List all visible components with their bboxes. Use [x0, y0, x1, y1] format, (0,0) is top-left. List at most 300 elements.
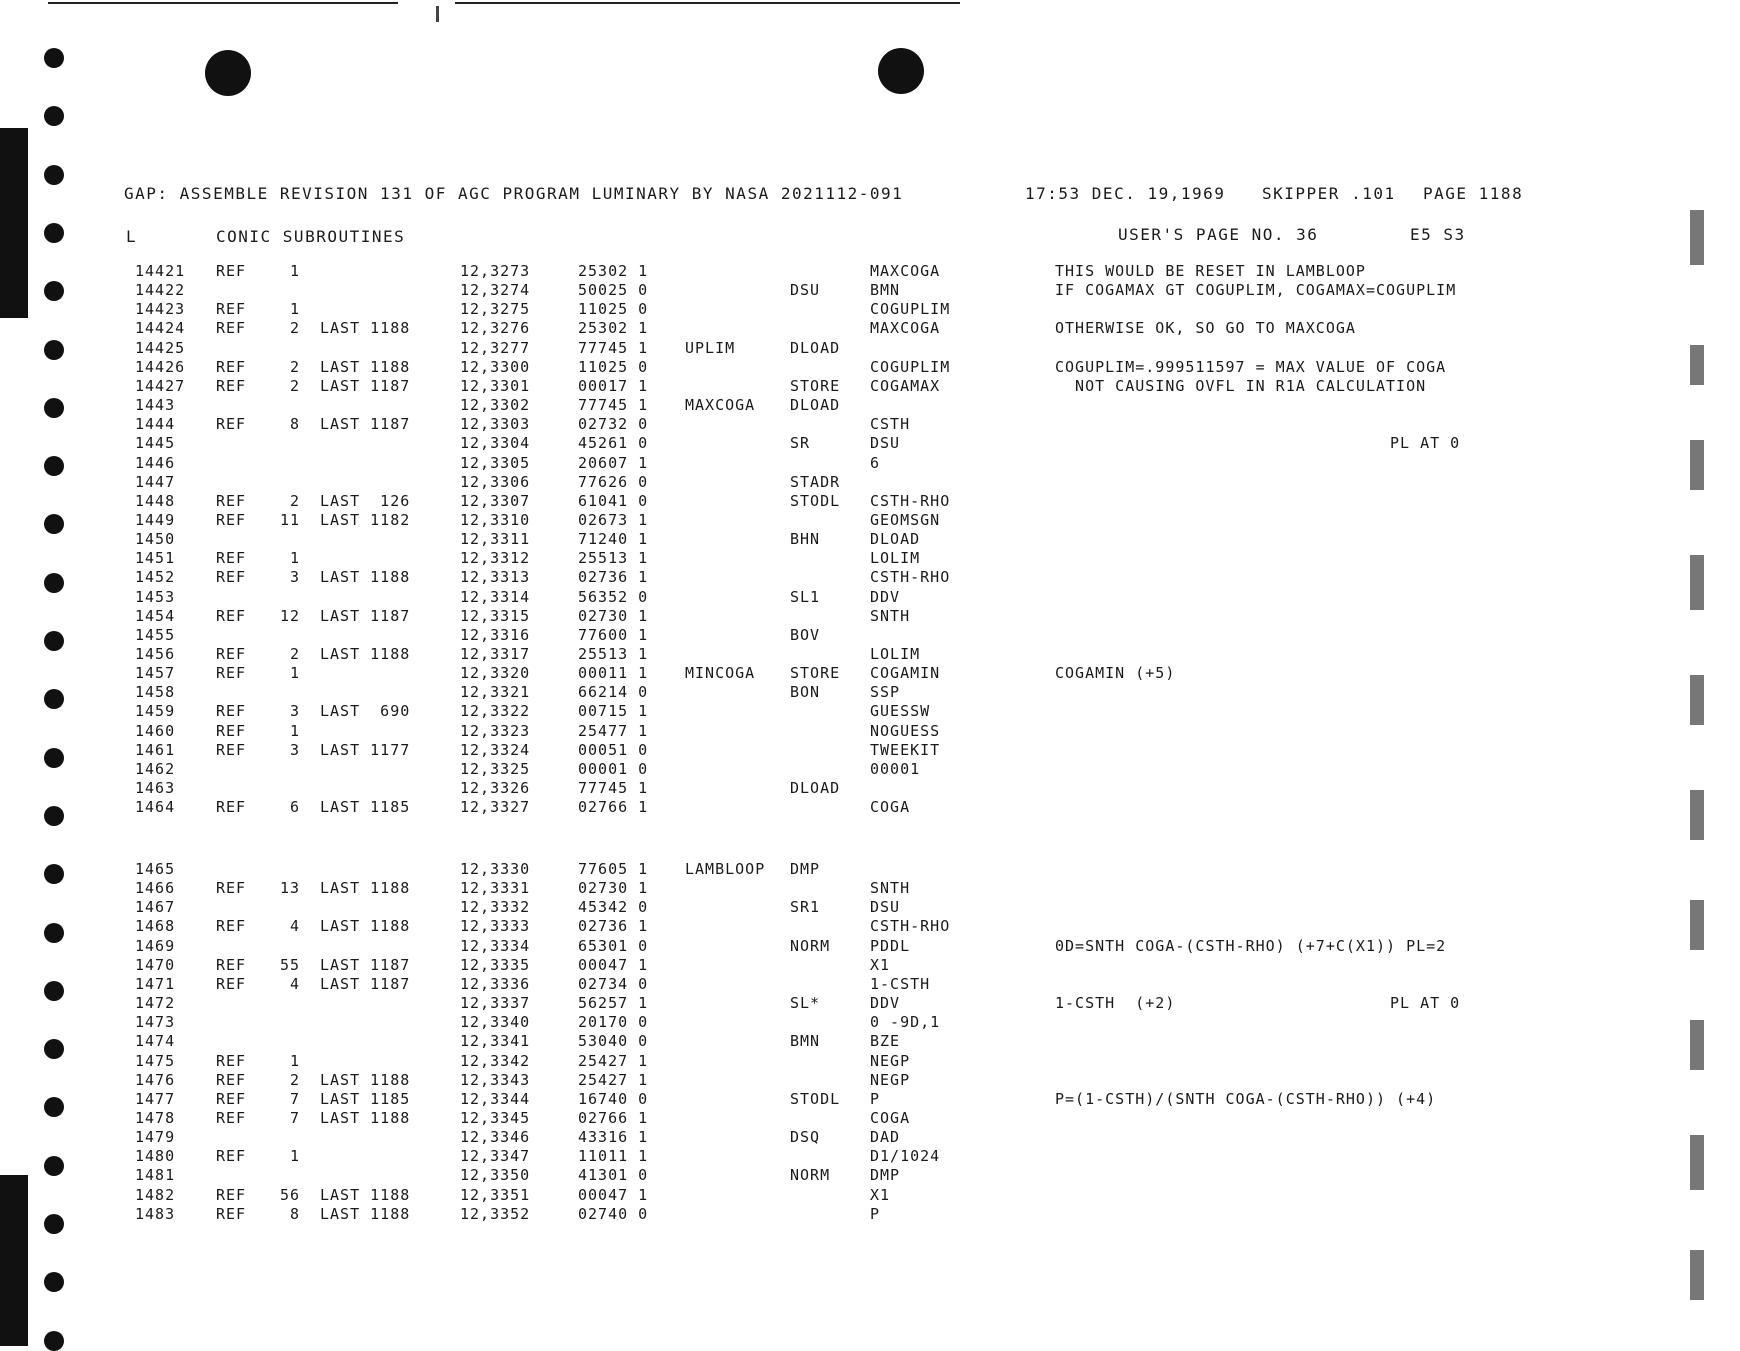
ref-count: 8: [289, 415, 300, 434]
sprocket-hole: [44, 48, 64, 68]
label: LAMBLOOP: [685, 860, 766, 878]
ref-count: 1: [289, 721, 300, 740]
octal-word: 25427 1: [578, 1070, 649, 1089]
ref-tag: REF: [216, 721, 247, 740]
address: 12,3306: [460, 472, 531, 491]
last-ref: LAST 1188: [320, 917, 411, 936]
line-number: 1469: [135, 936, 176, 955]
line-number: 1479: [135, 1128, 176, 1147]
opcode: DLOAD: [790, 396, 841, 415]
line-number: 14427: [135, 376, 186, 395]
sprocket-hole: [44, 1039, 64, 1059]
ref-tag: REF: [216, 415, 247, 434]
address: 12,3344: [460, 1089, 531, 1108]
octal-word: 25513 1: [578, 645, 649, 663]
ref-count: 1: [289, 300, 300, 319]
last-ref: LAST 1188: [320, 1070, 411, 1089]
sprocket-hole: [44, 398, 64, 418]
operand: 6: [870, 453, 881, 472]
ref-count: 1: [289, 1147, 300, 1166]
octal-word: 00051 0: [578, 740, 649, 759]
section-code: E5 S3: [1410, 225, 1466, 244]
opcode: SR: [790, 434, 811, 453]
comment: THIS WOULD BE RESET IN LAMBLOOP: [1055, 262, 1366, 280]
ref-tag: REF: [216, 549, 247, 568]
operand: SNTH: [870, 879, 911, 898]
line-number: 1477: [135, 1089, 176, 1108]
line-number: 1464: [135, 798, 176, 817]
opcode: SL*: [790, 994, 821, 1013]
operand: NOGUESS: [870, 721, 941, 740]
ref-tag: REF: [216, 917, 247, 936]
ref-tag: REF: [216, 1089, 247, 1108]
ref-tag: REF: [216, 664, 247, 683]
opcode: DSQ: [790, 1128, 821, 1147]
line-number: 1473: [135, 1013, 176, 1032]
operand: BMN: [870, 281, 901, 300]
address: 12,3311: [460, 530, 531, 549]
operand: COGUPLIM: [870, 357, 951, 376]
address: 12,3301: [460, 376, 531, 395]
address: 12,3324: [460, 740, 531, 759]
line-number: 1443: [135, 396, 176, 415]
opcode: STADR: [790, 472, 841, 491]
ref-tag: REF: [216, 645, 247, 663]
comment: NOT CAUSING OVFL IN R1A CALCULATION: [1055, 376, 1427, 395]
octal-word: 45342 0: [578, 898, 649, 917]
operand: CSTH: [870, 415, 911, 434]
section-letter: L: [126, 227, 138, 246]
sprocket-hole: [44, 1214, 64, 1234]
octal-word: 16740 0: [578, 1089, 649, 1108]
address: 12,3322: [460, 702, 531, 721]
ref-tag: REF: [216, 357, 247, 376]
ref-tag: REF: [216, 568, 247, 587]
ref-tag: REF: [216, 702, 247, 721]
sprocket-hole: [44, 1097, 64, 1117]
ref-count: 1: [289, 262, 300, 280]
top-tick: [436, 6, 439, 22]
line-number: 1478: [135, 1108, 176, 1127]
line-number: 1472: [135, 994, 176, 1013]
line-number: 1462: [135, 759, 176, 778]
margin-mark: [1690, 675, 1704, 725]
ref-tag: REF: [216, 1070, 247, 1089]
ref-count: 2: [289, 491, 300, 510]
ref-tag: REF: [216, 1051, 247, 1070]
address: 12,3335: [460, 955, 531, 974]
operand: SSP: [870, 683, 901, 702]
opcode: STODL: [790, 1089, 841, 1108]
last-ref: LAST 1187: [320, 955, 411, 974]
operand: GUESSW: [870, 702, 931, 721]
octal-word: 56352 0: [578, 587, 649, 606]
ref-count: 8: [289, 1204, 300, 1223]
octal-word: 25302 1: [578, 319, 649, 338]
punch-hole-left: [205, 50, 251, 96]
operand: DDV: [870, 587, 901, 606]
margin-mark: [1690, 210, 1704, 265]
operand: NEGP: [870, 1051, 911, 1070]
line-number: 1453: [135, 587, 176, 606]
last-ref: LAST 1188: [320, 1108, 411, 1127]
line-number: 1481: [135, 1166, 176, 1185]
line-number: 1465: [135, 860, 176, 878]
octal-word: 43316 1: [578, 1128, 649, 1147]
sprocket-hole: [44, 340, 64, 360]
ref-count: 7: [289, 1089, 300, 1108]
opcode: DLOAD: [790, 338, 841, 357]
ref-tag: REF: [216, 491, 247, 510]
operand: DAD: [870, 1128, 901, 1147]
line-number: 14426: [135, 357, 186, 376]
label: MAXCOGA: [685, 396, 756, 415]
octal-word: 02736 1: [578, 568, 649, 587]
line-number: 14425: [135, 338, 186, 357]
address: 12,3337: [460, 994, 531, 1013]
sprocket-hole: [44, 923, 64, 943]
opcode: STORE: [790, 664, 841, 683]
ref-tag: REF: [216, 798, 247, 817]
octal-word: 02673 1: [578, 510, 649, 529]
ref-tag: REF: [216, 740, 247, 759]
margin-mark: [1690, 790, 1704, 840]
ref-tag: REF: [216, 376, 247, 395]
ref-count: 4: [289, 974, 300, 993]
ref-count: 2: [289, 1070, 300, 1089]
last-ref: LAST 126: [320, 491, 411, 510]
line-number: 1459: [135, 702, 176, 721]
address: 12,3326: [460, 779, 531, 798]
ref-tag: REF: [216, 1204, 247, 1223]
octal-word: 02736 1: [578, 917, 649, 936]
comment: 1-CSTH (+2): [1055, 994, 1176, 1013]
margin-mark: [1690, 900, 1704, 950]
opcode: STODL: [790, 491, 841, 510]
comment: OTHERWISE OK, SO GO TO MAXCOGA: [1055, 319, 1356, 338]
address: 12,3341: [460, 1032, 531, 1051]
octal-word: 00715 1: [578, 702, 649, 721]
address: 12,3331: [460, 879, 531, 898]
octal-word: 77605 1: [578, 860, 649, 878]
operand: BZE: [870, 1032, 901, 1051]
last-ref: LAST 1185: [320, 1089, 411, 1108]
ref-count: 55: [279, 955, 300, 974]
ref-count: 3: [289, 702, 300, 721]
ref-count: 2: [289, 645, 300, 663]
line-number: 1470: [135, 955, 176, 974]
operand: CSTH-RHO: [870, 568, 951, 587]
line-number: 1450: [135, 530, 176, 549]
octal-word: 11025 0: [578, 357, 649, 376]
address: 12,3332: [460, 898, 531, 917]
address: 12,3316: [460, 625, 531, 644]
opcode: NORM: [790, 936, 831, 955]
ref-count: 2: [289, 319, 300, 338]
top-rule-right: [455, 2, 960, 4]
octal-word: 00011 1: [578, 664, 649, 683]
line-number: 1474: [135, 1032, 176, 1051]
octal-word: 20607 1: [578, 453, 649, 472]
address: 12,3334: [460, 936, 531, 955]
octal-word: 77626 0: [578, 472, 649, 491]
octal-word: 02734 0: [578, 974, 649, 993]
line-number: 1451: [135, 549, 176, 568]
octal-word: 25302 1: [578, 262, 649, 280]
octal-word: 71240 1: [578, 530, 649, 549]
line-number: 1468: [135, 917, 176, 936]
sprocket-hole: [44, 631, 64, 651]
line-number: 1456: [135, 645, 176, 663]
address: 12,3323: [460, 721, 531, 740]
address: 12,3317: [460, 645, 531, 663]
ref-count: 3: [289, 740, 300, 759]
left-edge-bar-top: [0, 128, 28, 318]
address: 12,3275: [460, 300, 531, 319]
sprocket-hole: [44, 806, 64, 826]
ref-tag: REF: [216, 510, 247, 529]
margin-mark: [1690, 1250, 1704, 1300]
ref-tag: REF: [216, 1108, 247, 1127]
ref-count: 1: [289, 1051, 300, 1070]
line-number: 1447: [135, 472, 176, 491]
address: 12,3312: [460, 549, 531, 568]
address: 12,3320: [460, 664, 531, 683]
opcode: BHN: [790, 530, 821, 549]
address: 12,3330: [460, 860, 531, 878]
octal-word: 66214 0: [578, 683, 649, 702]
address: 12,3343: [460, 1070, 531, 1089]
address: 12,3340: [460, 1013, 531, 1032]
ref-count: 6: [289, 798, 300, 817]
sprocket-hole: [44, 1272, 64, 1292]
address: 12,3305: [460, 453, 531, 472]
line-number: 1475: [135, 1051, 176, 1070]
ref-count: 1: [289, 549, 300, 568]
address: 12,3352: [460, 1204, 531, 1223]
comment: 0D=SNTH COGA-(CSTH-RHO) (+7+C(X1)) PL=2: [1055, 936, 1447, 955]
operand: X1: [870, 1185, 891, 1204]
address: 12,3276: [460, 319, 531, 338]
address: 12,3307: [460, 491, 531, 510]
octal-word: 77600 1: [578, 625, 649, 644]
opcode: BON: [790, 683, 821, 702]
margin-mark: [1690, 440, 1704, 490]
octal-word: 00001 0: [578, 759, 649, 778]
octal-word: 11025 0: [578, 300, 649, 319]
octal-word: 11011 1: [578, 1147, 649, 1166]
operand: LOLIM: [870, 645, 921, 663]
sprocket-hole: [44, 456, 64, 476]
octal-word: 56257 1: [578, 994, 649, 1013]
address: 12,3277: [460, 338, 531, 357]
pl-note: PL AT 0: [1390, 994, 1461, 1013]
ref-count: 2: [289, 376, 300, 395]
octal-word: 02740 0: [578, 1204, 649, 1223]
ref-tag: REF: [216, 955, 247, 974]
opcode: SR1: [790, 898, 821, 917]
address: 12,3333: [460, 917, 531, 936]
octal-word: 77745 1: [578, 396, 649, 415]
operand: MAXCOGA: [870, 319, 941, 338]
octal-word: 02766 1: [578, 1108, 649, 1127]
section-title: CONIC SUBROUTINES: [216, 227, 406, 246]
line-number: 1454: [135, 606, 176, 625]
listing-timestamp: 17:53 DEC. 19,1969: [1025, 184, 1226, 203]
operand: COGAMAX: [870, 376, 941, 395]
opcode: DMP: [790, 860, 821, 878]
operand: DSU: [870, 434, 901, 453]
operand: D1/1024: [870, 1147, 941, 1166]
octal-word: 41301 0: [578, 1166, 649, 1185]
last-ref: LAST 1185: [320, 798, 411, 817]
line-number: 1466: [135, 879, 176, 898]
ref-count: 3: [289, 568, 300, 587]
operand: 0 -9D,1: [870, 1013, 941, 1032]
address: 12,3350: [460, 1166, 531, 1185]
address: 12,3303: [460, 415, 531, 434]
address: 12,3300: [460, 357, 531, 376]
operand: DSU: [870, 898, 901, 917]
sprocket-hole: [44, 1156, 64, 1176]
comment: IF COGAMAX GT COGUPLIM, COGAMAX=COGUPLIM: [1055, 281, 1457, 300]
line-number: 14421: [135, 262, 186, 280]
ref-count: 7: [289, 1108, 300, 1127]
operand: COGA: [870, 798, 911, 817]
opcode: STORE: [790, 376, 841, 395]
operand: 1-CSTH: [870, 974, 931, 993]
operand: DDV: [870, 994, 901, 1013]
opcode: BOV: [790, 625, 821, 644]
last-ref: LAST 1187: [320, 376, 411, 395]
opcode: SL1: [790, 587, 821, 606]
last-ref: LAST 1188: [320, 879, 411, 898]
ref-count: 2: [289, 357, 300, 376]
line-number: 1448: [135, 491, 176, 510]
line-number: 1444: [135, 415, 176, 434]
sprocket-hole: [44, 165, 64, 185]
address: 12,3313: [460, 568, 531, 587]
opcode: DLOAD: [790, 779, 841, 798]
address: 12,3314: [460, 587, 531, 606]
address: 12,3342: [460, 1051, 531, 1070]
ref-tag: REF: [216, 300, 247, 319]
line-number: 1482: [135, 1185, 176, 1204]
line-number: 1483: [135, 1204, 176, 1223]
listing-skipper: SKIPPER .101: [1262, 184, 1396, 203]
operand: PDDL: [870, 936, 911, 955]
sprocket-hole: [44, 1331, 64, 1351]
margin-mark: [1690, 555, 1704, 610]
line-number: 1463: [135, 779, 176, 798]
address: 12,3325: [460, 759, 531, 778]
octal-word: 02732 0: [578, 415, 649, 434]
operand: CSTH-RHO: [870, 917, 951, 936]
last-ref: LAST 1188: [320, 1204, 411, 1223]
ref-tag: REF: [216, 879, 247, 898]
ref-count: 1: [289, 664, 300, 683]
operand: COGUPLIM: [870, 300, 951, 319]
line-number: 1476: [135, 1070, 176, 1089]
margin-mark: [1690, 345, 1704, 385]
ref-count: 12: [279, 606, 300, 625]
operand: COGAMIN: [870, 664, 941, 683]
octal-word: 77745 1: [578, 779, 649, 798]
user-page-number: USER'S PAGE NO. 36: [1118, 225, 1319, 244]
line-number: 1480: [135, 1147, 176, 1166]
sprocket-hole: [44, 223, 64, 243]
address: 12,3274: [460, 281, 531, 300]
left-edge-bar-bottom: [0, 1175, 28, 1346]
ref-count: 11: [279, 510, 300, 529]
opcode: DSU: [790, 281, 821, 300]
octal-word: 25477 1: [578, 721, 649, 740]
line-number: 1445: [135, 434, 176, 453]
operand: MAXCOGA: [870, 262, 941, 280]
operand: GEOMSGN: [870, 510, 941, 529]
operand: COGA: [870, 1108, 911, 1127]
address: 12,3347: [460, 1147, 531, 1166]
octal-word: 45261 0: [578, 434, 649, 453]
operand: DMP: [870, 1166, 901, 1185]
ref-tag: REF: [216, 262, 247, 280]
address: 12,3321: [460, 683, 531, 702]
sprocket-hole: [44, 573, 64, 593]
sprocket-hole: [44, 281, 64, 301]
octal-word: 02730 1: [578, 879, 649, 898]
ref-count: 56: [279, 1185, 300, 1204]
listing-title: GAP: ASSEMBLE REVISION 131 OF AGC PROGRAM LUMINARY BY NASA 2021112-091: [124, 184, 904, 203]
ref-count: 13: [279, 879, 300, 898]
line-number: 14423: [135, 300, 186, 319]
operand: TWEEKIT: [870, 740, 941, 759]
margin-mark: [1690, 1020, 1704, 1070]
octal-word: 53040 0: [578, 1032, 649, 1051]
address: 12,3315: [460, 606, 531, 625]
address: 12,3302: [460, 396, 531, 415]
operand: X1: [870, 955, 891, 974]
operand: DLOAD: [870, 530, 921, 549]
last-ref: LAST 1188: [320, 1185, 411, 1204]
line-number: 1446: [135, 453, 176, 472]
address: 12,3346: [460, 1128, 531, 1147]
octal-word: 20170 0: [578, 1013, 649, 1032]
address: 12,3336: [460, 974, 531, 993]
octal-word: 02766 1: [578, 798, 649, 817]
line-number: 14424: [135, 319, 186, 338]
line-number: 1455: [135, 625, 176, 644]
line-number: 1467: [135, 898, 176, 917]
line-number: 1458: [135, 683, 176, 702]
sprocket-hole: [44, 514, 64, 534]
line-number: 1460: [135, 721, 176, 740]
octal-word: 25513 1: [578, 549, 649, 568]
line-number: 14422: [135, 281, 186, 300]
sprocket-hole: [44, 748, 64, 768]
pl-note: PL AT 0: [1390, 434, 1461, 453]
address: 12,3273: [460, 262, 531, 280]
listing-page: PAGE 1188: [1423, 184, 1524, 203]
last-ref: LAST 1188: [320, 319, 411, 338]
ref-tag: REF: [216, 974, 247, 993]
line-number: 1457: [135, 664, 176, 683]
ref-tag: REF: [216, 1185, 247, 1204]
operand: P: [870, 1204, 881, 1223]
last-ref: LAST 1187: [320, 415, 411, 434]
sprocket-hole: [44, 106, 64, 126]
address: 12,3310: [460, 510, 531, 529]
ref-tag: REF: [216, 1147, 247, 1166]
